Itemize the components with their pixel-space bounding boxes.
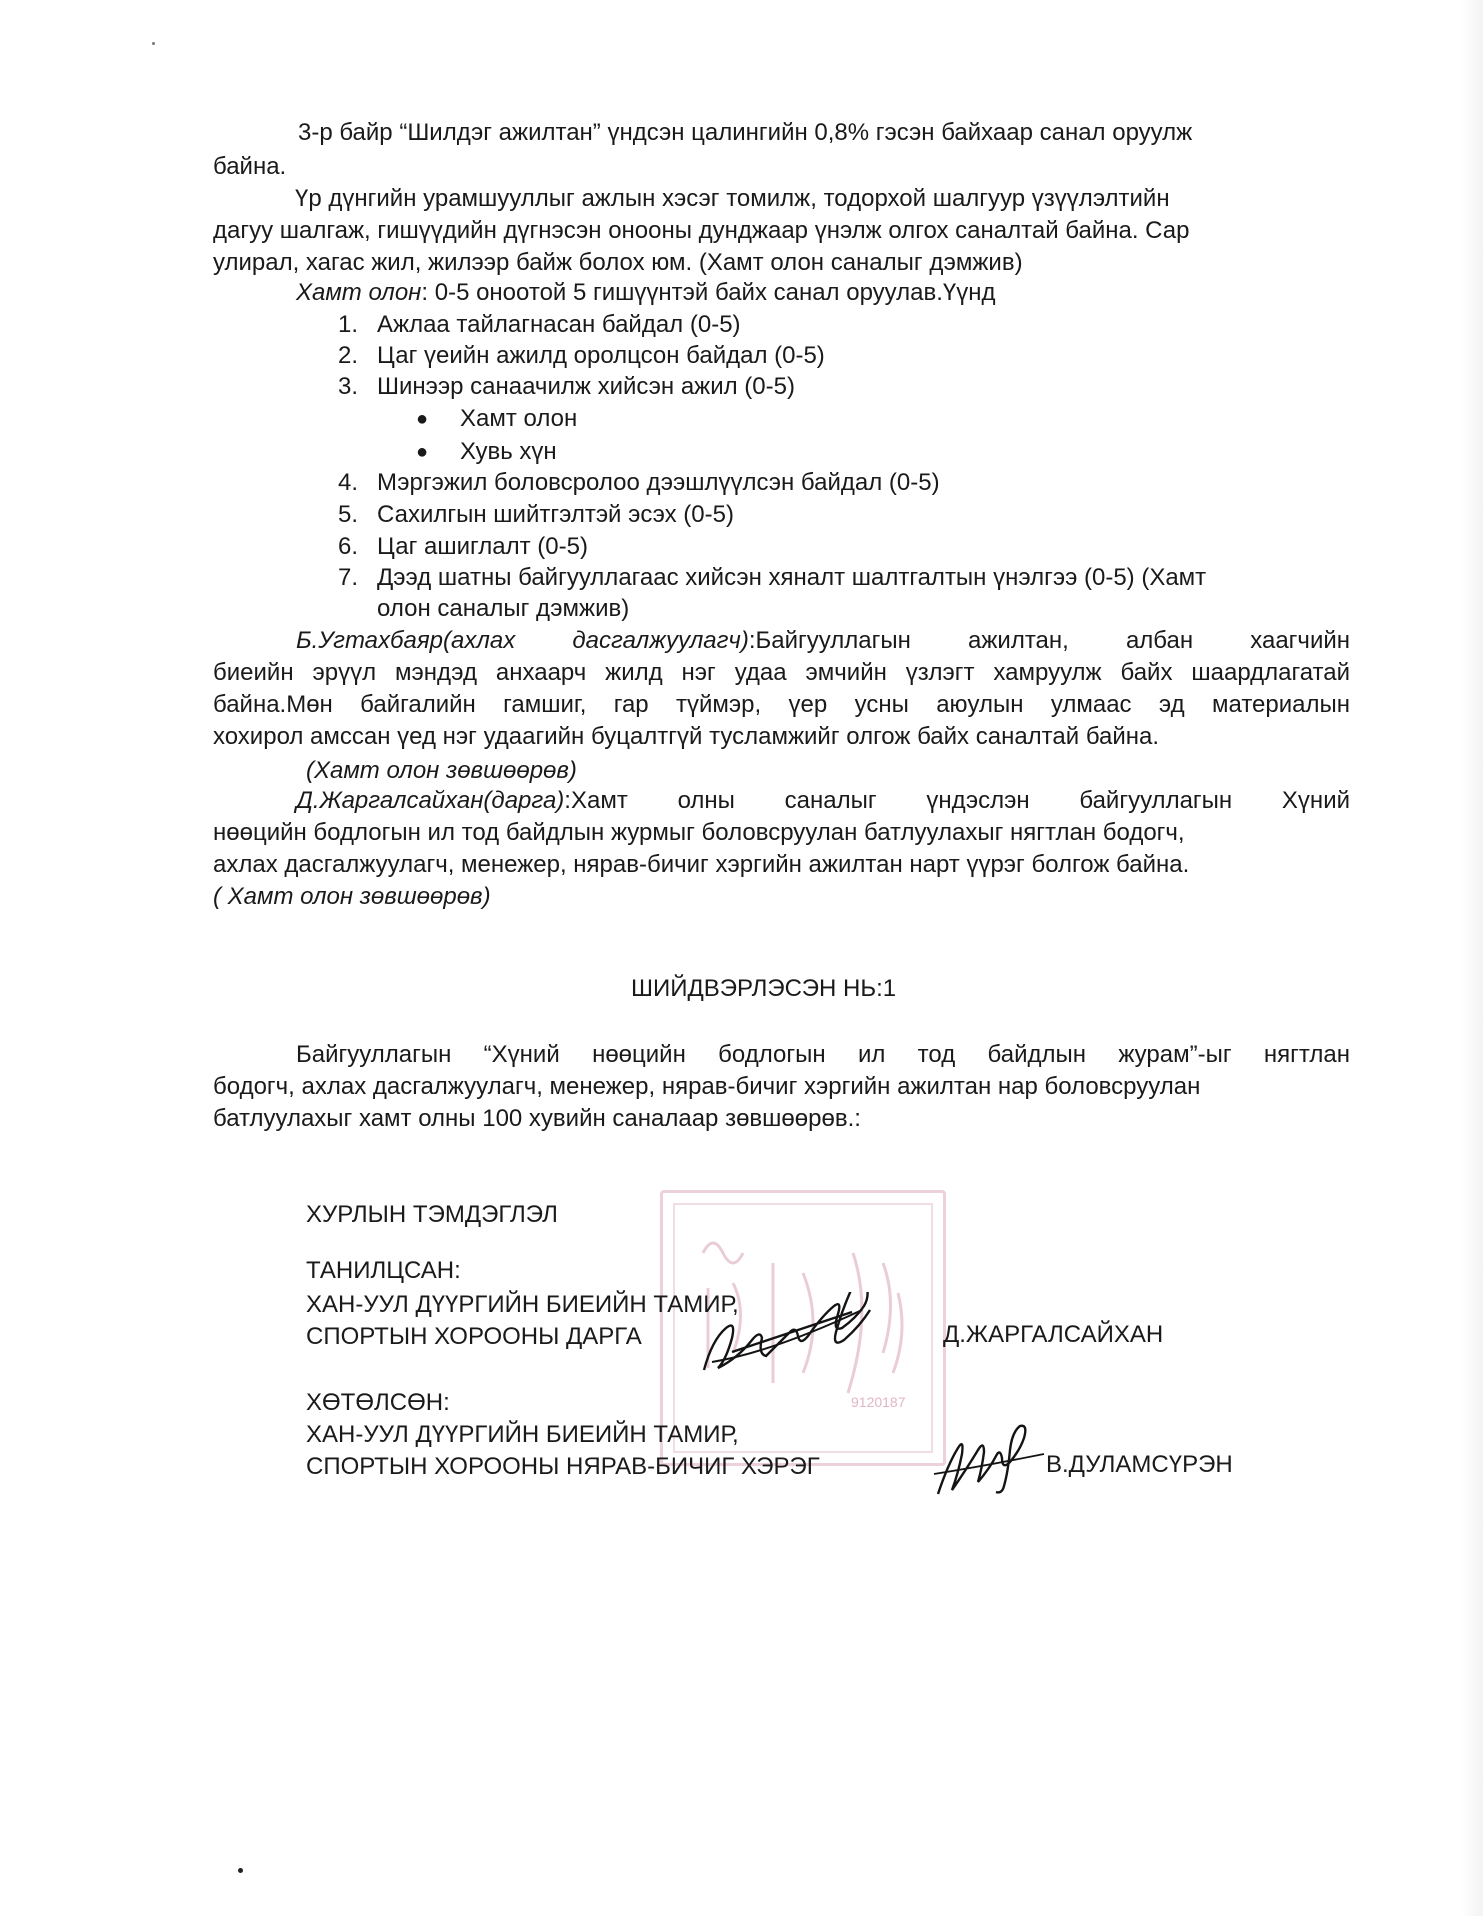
reviewer-name: Д.ЖАРГАЛСАЙХАН bbox=[943, 1321, 1164, 1348]
minutes-title: ХУРЛЫН ТЭМДЭГЛЭЛ bbox=[306, 1201, 558, 1228]
criteria-item: Цаг үеийн ажилд оролцсон байдал (0-5) bbox=[377, 342, 825, 369]
ugtakhbayar-line-4: хохирол амссан үед нэг удаагийн буцалтгүй тусламжийг олгож байх саналтай байна. bbox=[213, 723, 1160, 750]
reviewer-org-line-2: СПОРТЫН ХОРООНЫ ДАРГА bbox=[306, 1323, 642, 1350]
hamt-olon-intro bbox=[296, 278, 996, 308]
decision-line-3: батлуулахыг хамт олны 100 хувийн саналаар зөвшөөрөв.: bbox=[213, 1105, 861, 1132]
criteria-number: 7. bbox=[337, 564, 358, 591]
reviewer-signature bbox=[692, 1292, 882, 1382]
ugtakhbayar-text: :Байгууллагын ажилтан, албан хаагчийн bbox=[748, 627, 1351, 654]
hamt-olon-text: : 0-5 оноотой 5 гишүүнтэй байх санал оруулав.Үүнд bbox=[421, 279, 996, 306]
criteria-number: 4. bbox=[337, 469, 358, 496]
jargalsaikhan-approval: ( Хамт олон зөвшөөрөв) bbox=[213, 883, 491, 910]
ugtakhbayar-label: Б.Угтахбаяр(ахлах дасгалжуулагч) bbox=[296, 627, 749, 654]
recorder-org-line-2: СПОРТЫН ХОРООНЫ НЯРАВ-БИЧИГ ХЭРЭГ bbox=[306, 1453, 820, 1480]
criteria-item-continuation: олон саналыг дэмжив) bbox=[377, 595, 630, 622]
scan-edge-shadow bbox=[1461, 0, 1483, 1916]
jargalsaikhan-text: :Хамт олны саналыг үндэслэн байгууллагын Хүний bbox=[564, 787, 1350, 814]
bullet-icon: ● bbox=[416, 441, 429, 463]
criteria-item: Ажлаа тайлагнасан байдал (0-5) bbox=[377, 311, 741, 338]
recorder-signature bbox=[930, 1424, 1050, 1504]
decision-heading: ШИЙДВЭРЛЭСЭН НЬ:1 bbox=[631, 975, 897, 1002]
criteria-number: 3. bbox=[337, 373, 358, 400]
paragraph-2-line-1: Үр дүнгийн урамшууллыг ажлын хэсэг томилж, тодорхой шалгуур үзүүлэлтийн bbox=[295, 185, 1170, 212]
criteria-number: 6. bbox=[337, 533, 358, 560]
criteria-item: Сахилгын шийтгэлтэй эсэх (0-5) bbox=[377, 501, 734, 528]
criteria-number: 2. bbox=[337, 342, 358, 369]
recorded-label: ХӨТӨЛСӨН: bbox=[306, 1389, 450, 1416]
criteria-item: Цаг ашиглалт (0-5) bbox=[377, 533, 588, 560]
reviewed-label: ТАНИЛЦСАН: bbox=[306, 1257, 461, 1284]
criteria-item: Шинээр санаачилж хийсэн ажил (0-5) bbox=[377, 373, 795, 400]
stamp-number: 9120187 bbox=[851, 1394, 906, 1410]
recorder-name: В.ДУЛАМСҮРЭН bbox=[1046, 1451, 1233, 1478]
decision-line-1: Байгууллагын “Хүний нөөцийн бодлогын ил тод байдлын журам”-ыг нягтлан bbox=[296, 1041, 1350, 1068]
jargalsaikhan-label: Д.Жаргалсайхан(дарга) bbox=[296, 787, 565, 814]
scan-speck bbox=[238, 1868, 243, 1873]
ugtakhbayar-line-3: байна.Мөн байгалийн гамшиг, гар түймэр, үер усны аюулын улмаас эд материалын bbox=[213, 691, 1350, 718]
jargalsaikhan-line-1 bbox=[296, 786, 1350, 816]
sub-bullet-item: Хувь хүн bbox=[460, 438, 557, 465]
paragraph-1-line-1: 3-р байр “Шилдэг ажилтан” үндсэн цалингийн 0,8% гэсэн байхаар санал оруулж bbox=[298, 119, 1193, 146]
paragraph-1-line-2: байна. bbox=[213, 153, 287, 180]
jargalsaikhan-line-2: нөөцийн бодлогын ил тод байдлын журмыг боловсруулан батлуулахыг нягтлан бодогч, bbox=[213, 819, 1185, 846]
hamt-olon-label: Хамт олон bbox=[296, 279, 422, 306]
criteria-item: Дээд шатны байгууллагаас хийсэн хяналт шалтгалтын үнэлгээ (0-5) (Хамт bbox=[377, 564, 1207, 591]
jargalsaikhan-line-3: ахлах дасгалжуулагч, менежер, нярав-бичиг хэргийн ажилтан нарт үүрэг болгож байна. bbox=[213, 851, 1190, 878]
decision-line-2: бодогч, ахлах дасгалжуулагч, менежер, нярав-бичиг хэргийн ажилтан нар боловсруулан bbox=[213, 1073, 1201, 1100]
paragraph-2-line-2: дагуу шалгаж, гишүүдийн дүгнэсэн онооны дунджаар үнэлж олгох саналтай байна. Сар bbox=[213, 217, 1190, 244]
criteria-number: 1. bbox=[337, 311, 358, 338]
recorder-org-line-1: ХАН-УУЛ ДҮҮРГИЙН БИЕИЙН ТАМИР, bbox=[306, 1421, 739, 1448]
paragraph-2-line-3: улирал, хагас жил, жилээр байж болох юм. (Хамт олон саналыг дэмжив) bbox=[213, 249, 1023, 276]
bullet-icon: ● bbox=[416, 408, 429, 430]
sub-bullet-item: Хамт олон bbox=[460, 405, 578, 432]
criteria-number: 5. bbox=[337, 501, 358, 528]
ugtakhbayar-approval: (Хамт олон зөвшөөрөв) bbox=[306, 757, 577, 784]
ugtakhbayar-line-1 bbox=[296, 626, 1350, 656]
ugtakhbayar-line-2: биеийн эрүүл мэндэд анхаарч жилд нэг удаа эмчийн үзлэгт хамруулж байх шаардлагатай bbox=[213, 659, 1350, 686]
scan-speck bbox=[152, 42, 155, 45]
reviewer-org-line-1: ХАН-УУЛ ДҮҮРГИЙН БИЕИЙН ТАМИР, bbox=[306, 1291, 739, 1318]
criteria-item: Мэргэжил боловсролоо дээшлүүлсэн байдал (0-5) bbox=[377, 469, 940, 496]
